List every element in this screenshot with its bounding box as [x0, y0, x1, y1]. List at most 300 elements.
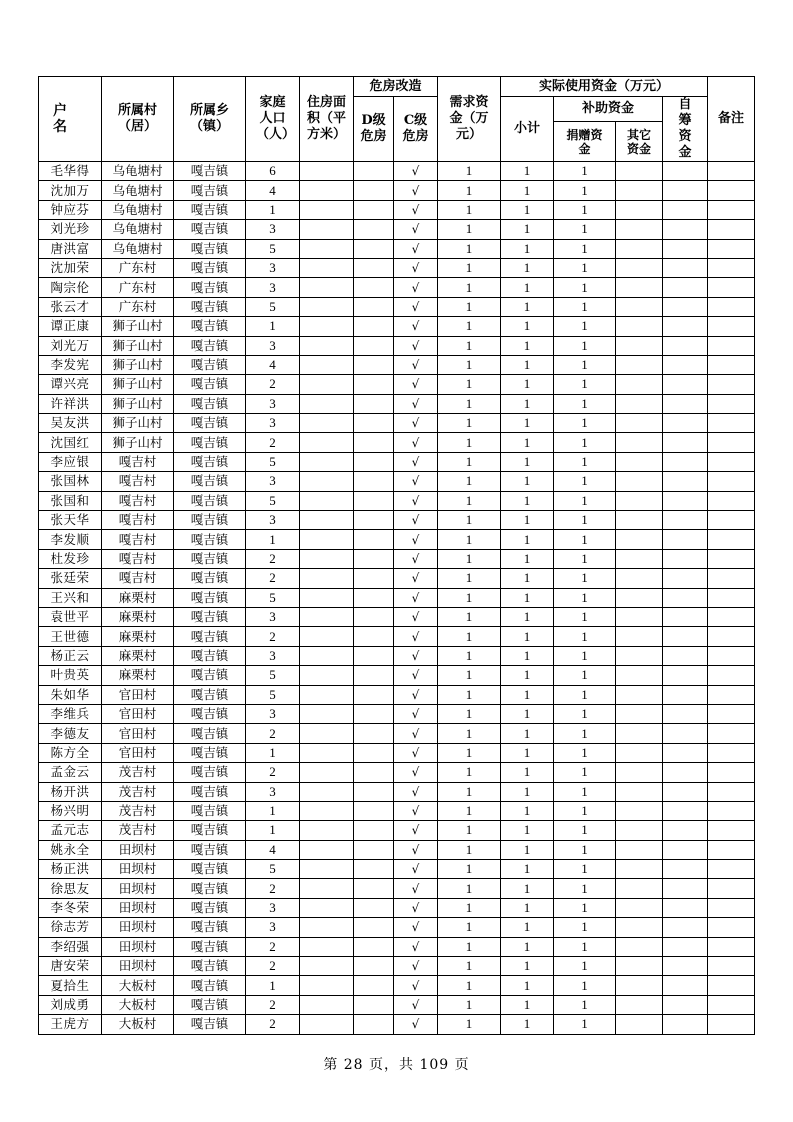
- cell-remark: [708, 607, 755, 626]
- cell-demand: 1: [438, 317, 501, 336]
- cell-remark: [708, 452, 755, 471]
- cell-subtotal: 1: [501, 918, 554, 937]
- table-row: [39, 976, 755, 995]
- cell-demand: 1: [438, 588, 501, 607]
- cell-c-level: √: [394, 840, 438, 859]
- cell-subtotal: 1: [501, 1015, 554, 1034]
- cell-d-level: [354, 763, 394, 782]
- cell-name: 叶贵英: [39, 666, 102, 685]
- cell-self: [663, 840, 708, 859]
- cell-area: [300, 763, 354, 782]
- cell-demand: 1: [438, 918, 501, 937]
- cell-c-level: √: [394, 200, 438, 219]
- cell-d-level: [354, 724, 394, 743]
- cell-other: [616, 375, 663, 394]
- cell-remark: [708, 957, 755, 976]
- cell-self: [663, 162, 708, 181]
- cell-donation: 1: [554, 1015, 616, 1034]
- cell-d-level: [354, 821, 394, 840]
- cell-remark: [708, 239, 755, 258]
- table-row: [39, 879, 755, 898]
- cell-remark: [708, 860, 755, 879]
- cell-village: 嘎吉村: [102, 472, 174, 491]
- cell-other: [616, 860, 663, 879]
- table-row: [39, 782, 755, 801]
- cell-remark: [708, 394, 755, 413]
- cell-d-level: [354, 472, 394, 491]
- cell-remark: [708, 472, 755, 491]
- cell-other: [616, 976, 663, 995]
- cell-demand: 1: [438, 472, 501, 491]
- cell-c-level: √: [394, 452, 438, 471]
- cell-village: 广东村: [102, 258, 174, 277]
- cell-name: 徐志芳: [39, 918, 102, 937]
- cell-donation: 1: [554, 821, 616, 840]
- cell-name: 李应银: [39, 452, 102, 471]
- cell-remark: [708, 588, 755, 607]
- cell-population: 2: [246, 763, 300, 782]
- header-d-level: D级危房: [354, 97, 394, 162]
- cell-population: 2: [246, 569, 300, 588]
- cell-other: [616, 258, 663, 277]
- cell-d-level: [354, 685, 394, 704]
- table-row: [39, 569, 755, 588]
- cell-town: 嘎吉镇: [174, 646, 246, 665]
- cell-remark: [708, 200, 755, 219]
- cell-area: [300, 937, 354, 956]
- cell-village: 乌龟塘村: [102, 181, 174, 200]
- cell-village: 嘎吉村: [102, 530, 174, 549]
- cell-donation: 1: [554, 200, 616, 219]
- table-row: [39, 220, 755, 239]
- cell-c-level: √: [394, 317, 438, 336]
- cell-demand: 1: [438, 491, 501, 510]
- header-huming: 户 名: [39, 77, 102, 162]
- cell-name: 朱如华: [39, 685, 102, 704]
- cell-self: [663, 258, 708, 277]
- table-row: [39, 549, 755, 568]
- cell-c-level: √: [394, 549, 438, 568]
- cell-town: 嘎吉镇: [174, 782, 246, 801]
- cell-other: [616, 394, 663, 413]
- cell-self: [663, 414, 708, 433]
- cell-name: 陈方全: [39, 743, 102, 762]
- cell-subtotal: 1: [501, 220, 554, 239]
- cell-population: 3: [246, 607, 300, 626]
- cell-other: [616, 627, 663, 646]
- cell-town: 嘎吉镇: [174, 549, 246, 568]
- table-row: [39, 394, 755, 413]
- cell-subtotal: 1: [501, 336, 554, 355]
- cell-donation: 1: [554, 181, 616, 200]
- cell-village: 官田村: [102, 724, 174, 743]
- cell-remark: [708, 976, 755, 995]
- table-row: [39, 763, 755, 782]
- table-row: [39, 743, 755, 762]
- cell-c-level: √: [394, 181, 438, 200]
- cell-self: [663, 743, 708, 762]
- cell-name: 张国林: [39, 472, 102, 491]
- cell-area: [300, 918, 354, 937]
- cell-area: [300, 607, 354, 626]
- cell-subtotal: 1: [501, 763, 554, 782]
- cell-other: [616, 1015, 663, 1034]
- cell-name: 徐思友: [39, 879, 102, 898]
- cell-village: 狮子山村: [102, 375, 174, 394]
- header-remark: 备注: [708, 77, 755, 162]
- cell-demand: 1: [438, 898, 501, 917]
- cell-demand: 1: [438, 569, 501, 588]
- cell-name: 杜发珍: [39, 549, 102, 568]
- cell-village: 田坝村: [102, 898, 174, 917]
- cell-remark: [708, 995, 755, 1014]
- cell-donation: 1: [554, 801, 616, 820]
- cell-area: [300, 685, 354, 704]
- cell-population: 3: [246, 898, 300, 917]
- cell-d-level: [354, 879, 394, 898]
- cell-self: [663, 607, 708, 626]
- cell-town: 嘎吉镇: [174, 394, 246, 413]
- cell-population: 3: [246, 704, 300, 723]
- cell-area: [300, 976, 354, 995]
- cell-area: [300, 646, 354, 665]
- cell-area: [300, 588, 354, 607]
- cell-c-level: √: [394, 588, 438, 607]
- cell-self: [663, 452, 708, 471]
- cell-subtotal: 1: [501, 239, 554, 258]
- cell-demand: 1: [438, 220, 501, 239]
- cell-self: [663, 937, 708, 956]
- cell-population: 2: [246, 879, 300, 898]
- cell-population: 2: [246, 995, 300, 1014]
- table-row: [39, 957, 755, 976]
- cell-other: [616, 162, 663, 181]
- cell-donation: 1: [554, 763, 616, 782]
- cell-village: 狮子山村: [102, 355, 174, 374]
- cell-c-level: √: [394, 937, 438, 956]
- cell-other: [616, 414, 663, 433]
- cell-c-level: √: [394, 258, 438, 277]
- cell-village: 茂吉村: [102, 821, 174, 840]
- cell-population: 5: [246, 860, 300, 879]
- cell-population: 3: [246, 336, 300, 355]
- cell-demand: 1: [438, 162, 501, 181]
- cell-area: [300, 433, 354, 452]
- cell-donation: 1: [554, 898, 616, 917]
- cell-remark: [708, 530, 755, 549]
- cell-name: 杨开洪: [39, 782, 102, 801]
- cell-donation: 1: [554, 918, 616, 937]
- cell-d-level: [354, 336, 394, 355]
- cell-remark: [708, 258, 755, 277]
- cell-d-level: [354, 200, 394, 219]
- cell-population: 4: [246, 181, 300, 200]
- cell-donation: 1: [554, 530, 616, 549]
- cell-d-level: [354, 782, 394, 801]
- cell-other: [616, 898, 663, 917]
- cell-village: 田坝村: [102, 937, 174, 956]
- cell-other: [616, 937, 663, 956]
- cell-donation: 1: [554, 937, 616, 956]
- cell-self: [663, 957, 708, 976]
- cell-demand: 1: [438, 1015, 501, 1034]
- cell-village: 麻栗村: [102, 607, 174, 626]
- header-self: 自筹资金: [663, 97, 708, 162]
- header-c-level: C级危房: [394, 97, 438, 162]
- cell-demand: 1: [438, 181, 501, 200]
- cell-c-level: √: [394, 646, 438, 665]
- cell-donation: 1: [554, 375, 616, 394]
- header-actual: 实际使用资金（万元）: [501, 77, 708, 97]
- cell-demand: 1: [438, 782, 501, 801]
- cell-d-level: [354, 491, 394, 510]
- cell-subtotal: 1: [501, 278, 554, 297]
- cell-subtotal: 1: [501, 258, 554, 277]
- cell-village: 田坝村: [102, 860, 174, 879]
- cell-remark: [708, 879, 755, 898]
- cell-donation: 1: [554, 782, 616, 801]
- cell-donation: 1: [554, 355, 616, 374]
- table-row: [39, 491, 755, 510]
- cell-donation: 1: [554, 724, 616, 743]
- cell-area: [300, 336, 354, 355]
- cell-remark: [708, 646, 755, 665]
- cell-demand: 1: [438, 995, 501, 1014]
- cell-town: 嘎吉镇: [174, 860, 246, 879]
- cell-town: 嘎吉镇: [174, 200, 246, 219]
- cell-area: [300, 452, 354, 471]
- cell-town: 嘎吉镇: [174, 743, 246, 762]
- cell-remark: [708, 162, 755, 181]
- cell-village: 茂吉村: [102, 763, 174, 782]
- cell-self: [663, 918, 708, 937]
- cell-area: [300, 821, 354, 840]
- cell-self: [663, 549, 708, 568]
- cell-name: 李维兵: [39, 704, 102, 723]
- cell-demand: 1: [438, 200, 501, 219]
- cell-remark: [708, 414, 755, 433]
- cell-donation: 1: [554, 995, 616, 1014]
- cell-self: [663, 220, 708, 239]
- cell-donation: 1: [554, 743, 616, 762]
- cell-other: [616, 433, 663, 452]
- cell-c-level: √: [394, 976, 438, 995]
- cell-d-level: [354, 840, 394, 859]
- cell-other: [616, 200, 663, 219]
- cell-village: 广东村: [102, 297, 174, 316]
- cell-town: 嘎吉镇: [174, 937, 246, 956]
- cell-donation: 1: [554, 646, 616, 665]
- cell-subtotal: 1: [501, 840, 554, 859]
- cell-self: [663, 511, 708, 530]
- cell-remark: [708, 704, 755, 723]
- cell-c-level: √: [394, 472, 438, 491]
- cell-d-level: [354, 569, 394, 588]
- cell-village: 麻栗村: [102, 646, 174, 665]
- cell-other: [616, 840, 663, 859]
- cell-village: 嘎吉村: [102, 569, 174, 588]
- cell-remark: [708, 220, 755, 239]
- cell-d-level: [354, 549, 394, 568]
- cell-c-level: √: [394, 860, 438, 879]
- cell-town: 嘎吉镇: [174, 297, 246, 316]
- cell-population: 5: [246, 452, 300, 471]
- table-row: [39, 258, 755, 277]
- cell-other: [616, 530, 663, 549]
- cell-other: [616, 995, 663, 1014]
- cell-name: 杨正云: [39, 646, 102, 665]
- cell-subtotal: 1: [501, 317, 554, 336]
- cell-name: 刘光万: [39, 336, 102, 355]
- cell-population: 3: [246, 278, 300, 297]
- cell-self: [663, 181, 708, 200]
- cell-other: [616, 220, 663, 239]
- cell-donation: 1: [554, 569, 616, 588]
- cell-subtotal: 1: [501, 472, 554, 491]
- cell-subtotal: 1: [501, 530, 554, 549]
- cell-demand: 1: [438, 433, 501, 452]
- cell-village: 田坝村: [102, 957, 174, 976]
- cell-subtotal: 1: [501, 414, 554, 433]
- cell-c-level: √: [394, 801, 438, 820]
- cell-area: [300, 200, 354, 219]
- cell-d-level: [354, 278, 394, 297]
- cell-c-level: √: [394, 162, 438, 181]
- cell-self: [663, 278, 708, 297]
- cell-area: [300, 258, 354, 277]
- header-donation: 捐赠资金: [554, 122, 616, 162]
- cell-demand: 1: [438, 278, 501, 297]
- cell-population: 2: [246, 957, 300, 976]
- cell-village: 官田村: [102, 743, 174, 762]
- cell-subtotal: 1: [501, 433, 554, 452]
- cell-donation: 1: [554, 840, 616, 859]
- cell-village: 田坝村: [102, 918, 174, 937]
- cell-other: [616, 763, 663, 782]
- cell-name: 夏拾生: [39, 976, 102, 995]
- cell-donation: 1: [554, 452, 616, 471]
- cell-other: [616, 646, 663, 665]
- cell-town: 嘎吉镇: [174, 995, 246, 1014]
- cell-other: [616, 588, 663, 607]
- cell-self: [663, 627, 708, 646]
- cell-demand: 1: [438, 530, 501, 549]
- cell-c-level: √: [394, 375, 438, 394]
- cell-c-level: √: [394, 297, 438, 316]
- cell-subtotal: 1: [501, 452, 554, 471]
- cell-remark: [708, 743, 755, 762]
- cell-area: [300, 317, 354, 336]
- cell-d-level: [354, 239, 394, 258]
- cell-c-level: √: [394, 355, 438, 374]
- cell-population: 1: [246, 200, 300, 219]
- cell-town: 嘎吉镇: [174, 375, 246, 394]
- cell-self: [663, 394, 708, 413]
- cell-d-level: [354, 801, 394, 820]
- table-row: [39, 414, 755, 433]
- table-row: [39, 685, 755, 704]
- cell-self: [663, 898, 708, 917]
- cell-town: 嘎吉镇: [174, 724, 246, 743]
- cell-town: 嘎吉镇: [174, 317, 246, 336]
- table-row: [39, 530, 755, 549]
- cell-other: [616, 821, 663, 840]
- cell-area: [300, 743, 354, 762]
- cell-subtotal: 1: [501, 491, 554, 510]
- cell-population: 3: [246, 414, 300, 433]
- page-number: 第 28 页，共 109 页: [323, 1057, 470, 1073]
- cell-name: 李冬荣: [39, 898, 102, 917]
- cell-subtotal: 1: [501, 937, 554, 956]
- cell-name: 孟元志: [39, 821, 102, 840]
- table-row: [39, 336, 755, 355]
- cell-self: [663, 569, 708, 588]
- cell-village: 嘎吉村: [102, 549, 174, 568]
- cell-donation: 1: [554, 258, 616, 277]
- cell-d-level: [354, 1015, 394, 1034]
- cell-village: 茂吉村: [102, 801, 174, 820]
- cell-population: 3: [246, 918, 300, 937]
- cell-other: [616, 472, 663, 491]
- cell-town: 嘎吉镇: [174, 763, 246, 782]
- cell-self: [663, 995, 708, 1014]
- cell-town: 嘎吉镇: [174, 918, 246, 937]
- cell-subtotal: 1: [501, 860, 554, 879]
- cell-donation: 1: [554, 704, 616, 723]
- cell-self: [663, 1015, 708, 1034]
- cell-town: 嘎吉镇: [174, 898, 246, 917]
- table-row: [39, 162, 755, 181]
- cell-name: 毛华得: [39, 162, 102, 181]
- cell-c-level: √: [394, 821, 438, 840]
- cell-subtotal: 1: [501, 394, 554, 413]
- cell-c-level: √: [394, 394, 438, 413]
- cell-subtotal: 1: [501, 646, 554, 665]
- cell-self: [663, 297, 708, 316]
- header-town: 所属乡（镇）: [174, 77, 246, 162]
- table-row: [39, 472, 755, 491]
- cell-d-level: [354, 258, 394, 277]
- cell-town: 嘎吉镇: [174, 258, 246, 277]
- cell-subtotal: 1: [501, 879, 554, 898]
- cell-area: [300, 239, 354, 258]
- cell-population: 1: [246, 976, 300, 995]
- cell-population: 5: [246, 491, 300, 510]
- cell-population: 2: [246, 549, 300, 568]
- cell-name: 沈加万: [39, 181, 102, 200]
- cell-town: 嘎吉镇: [174, 685, 246, 704]
- cell-d-level: [354, 162, 394, 181]
- cell-demand: 1: [438, 879, 501, 898]
- cell-demand: 1: [438, 607, 501, 626]
- cell-subtotal: 1: [501, 355, 554, 374]
- cell-donation: 1: [554, 414, 616, 433]
- cell-area: [300, 1015, 354, 1034]
- cell-remark: [708, 491, 755, 510]
- cell-population: 4: [246, 355, 300, 374]
- cell-name: 谭正康: [39, 317, 102, 336]
- cell-area: [300, 278, 354, 297]
- cell-other: [616, 181, 663, 200]
- cell-population: 3: [246, 511, 300, 530]
- cell-d-level: [354, 704, 394, 723]
- header-population: 家庭人口（人）: [246, 77, 300, 162]
- cell-town: 嘎吉镇: [174, 414, 246, 433]
- cell-demand: 1: [438, 336, 501, 355]
- cell-area: [300, 414, 354, 433]
- cell-c-level: √: [394, 879, 438, 898]
- cell-demand: 1: [438, 743, 501, 762]
